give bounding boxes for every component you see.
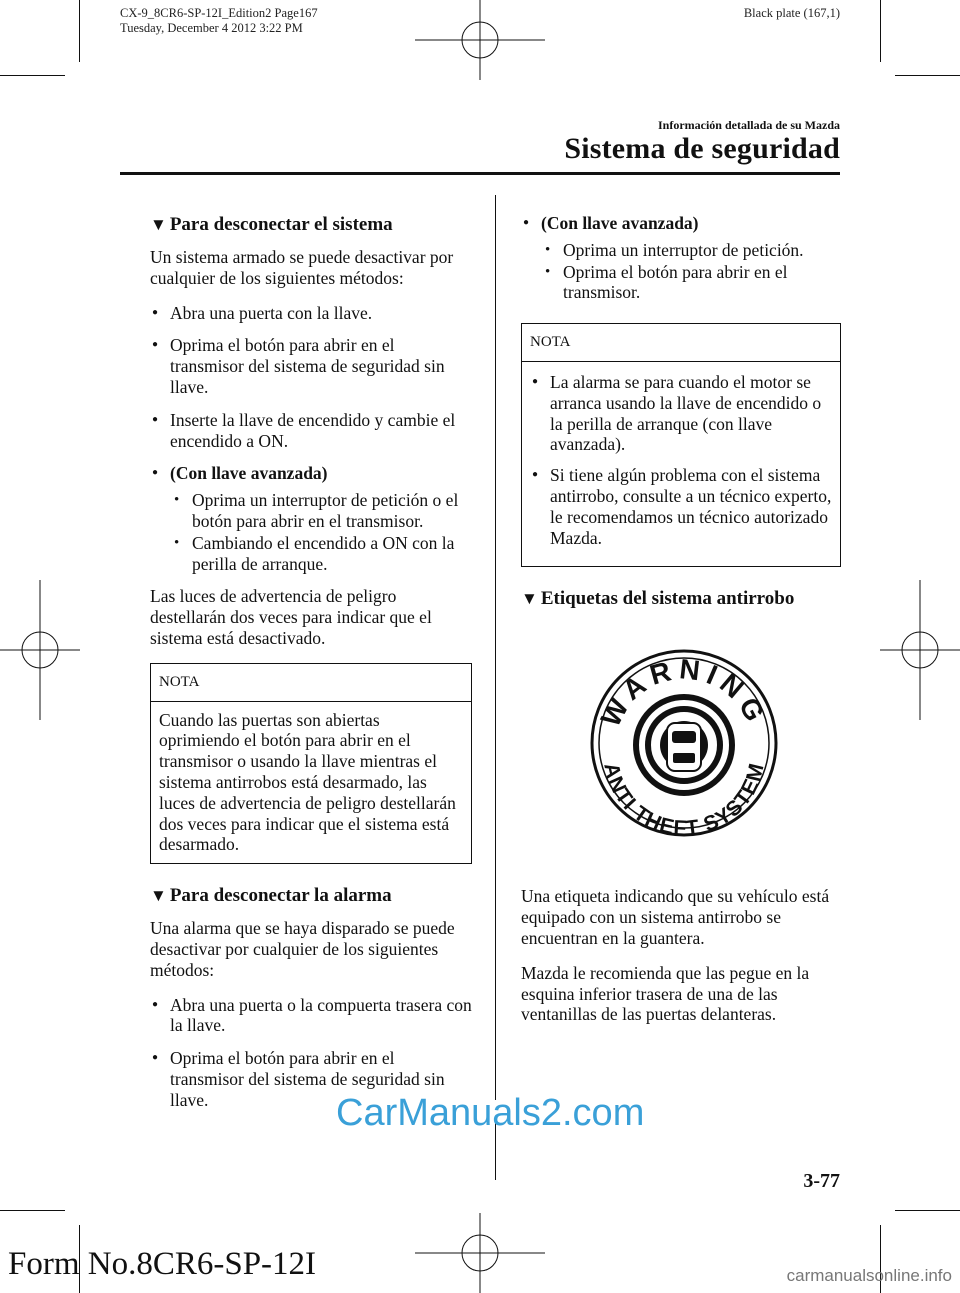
file-info xyxy=(120,6,318,36)
note-box xyxy=(521,323,841,567)
bullet-list xyxy=(150,303,472,575)
advanced-key-label: (Con llave avanzada) xyxy=(170,463,328,484)
registration-mark-bottom xyxy=(415,1213,545,1293)
sub-list-item: • Oprima un interruptor de petición o el botón para abrir en el transmisor. xyxy=(170,490,472,532)
sub-list xyxy=(541,240,841,303)
svg-text:WARNING: WARNING xyxy=(594,653,774,732)
paragraph: Una etiqueta indicando que su vehículo está equipado con un sistema antirrobo se encuentran en la guantera. xyxy=(521,886,830,948)
file-info-line2: Tuesday, December 4 2012 3:22 PM xyxy=(120,21,303,35)
header-rule xyxy=(120,172,840,175)
triangle-icon: ▼ xyxy=(150,215,167,234)
list-item: ● Abra una puerta con la llave. xyxy=(150,303,472,324)
watermark: CarManuals2.com xyxy=(336,1092,645,1134)
sub-list-item: • Oprima el botón para abrir en el transmisor. xyxy=(541,262,841,304)
note-label: NOTA xyxy=(522,324,840,362)
list-item: ● La alarma se para cuando el motor se arranca usando la llave de encendido o la perilla de arranque (con llave avanzada). xyxy=(530,372,832,455)
section-label: Información detallada de su Mazda xyxy=(657,118,840,132)
advanced-key-label: (Con llave avanzada) xyxy=(541,213,699,233)
list-item: ● Oprima el botón para abrir en el transmisor del sistema de seguridad sin llave. xyxy=(150,1048,472,1110)
list-item: ● Inserte la llave de encendido y cambie el encendido a ON. xyxy=(150,410,472,452)
form-number: Form No.8CR6-SP-12I xyxy=(8,1246,317,1282)
warning-antitheft-label xyxy=(521,635,841,850)
triangle-icon: ▼ xyxy=(521,589,538,609)
page-title: Sistema de seguridad xyxy=(564,132,840,165)
sub-list-item: • Oprima un interruptor de petición. xyxy=(541,240,841,261)
heading-antitheft-labels: ▼ Etiquetas del sistema antirrobo xyxy=(521,588,795,610)
list-item xyxy=(521,213,841,303)
list-item: ● Oprima el botón para abrir en el transmisor del sistema de seguridad sin llave. xyxy=(150,335,472,397)
list-item: ● Abra una puerta o la compuerta trasera con la llave. xyxy=(150,995,472,1037)
paragraph: Mazda le recomienda que las pegue en la esquina inferior trasera de una de las ventanillas de las puertas delanteras. xyxy=(521,962,810,1025)
registration-mark-top xyxy=(415,0,545,80)
right-column xyxy=(521,213,841,1039)
heading-disarm-system: ▼ Para desconectar el sistema xyxy=(150,214,393,235)
triangle-icon: ▼ xyxy=(150,886,167,906)
note-box xyxy=(150,663,472,864)
paragraph: Las luces de advertencia de peligro destellarán dos veces para indicar que el sistema está desactivado. xyxy=(150,586,432,648)
page-number: 3-77 xyxy=(803,1170,840,1192)
note-text: Cuando las puertas son abiertas oprimiendo el botón para abrir en el transmisor o usando la llave mientras el sistema antirrobos está desarmado, las luces de advertencia de peligro destellarán dos veces para indicar que el sistema está desarmado. xyxy=(159,709,456,855)
heading-disarm-alarm: ▼ Para desconectar la alarma xyxy=(150,885,392,907)
note-label: NOTA xyxy=(151,664,471,702)
left-column xyxy=(150,213,472,1123)
plate-info: Black plate (167,1) xyxy=(743,6,840,20)
bullet-list xyxy=(530,372,832,548)
watermark-secondary: carmanualsonline.info xyxy=(786,1266,952,1285)
svg-text:ANTI THEFT SYSTEM: ANTI THEFT SYSTEM xyxy=(599,760,769,841)
note-body xyxy=(522,362,840,566)
list-item: ● Si tiene algún problema con el sistema antirrobo, consulte a un técnico experto, le recomendamos un técnico autorizado Mazda. xyxy=(530,465,832,548)
file-info-line1: CX-9_8CR6-SP-12I_Edition2 Page167 xyxy=(120,6,318,20)
column-divider xyxy=(495,195,496,1100)
sub-list xyxy=(170,490,472,574)
registration-mark-left xyxy=(0,580,80,720)
registration-mark-right xyxy=(880,580,960,720)
list-item xyxy=(150,463,472,574)
paragraph: Un sistema armado se puede desactivar por cualquier de los siguientes métodos: xyxy=(150,247,454,288)
bullet-list xyxy=(521,213,841,303)
paragraph: Una alarma que se haya disparado se puede desactivar por cualquier de los siguientes métodos: xyxy=(150,918,455,980)
sub-list-item: • Cambiando el encendido a ON con la perilla de arranque. xyxy=(170,533,472,575)
